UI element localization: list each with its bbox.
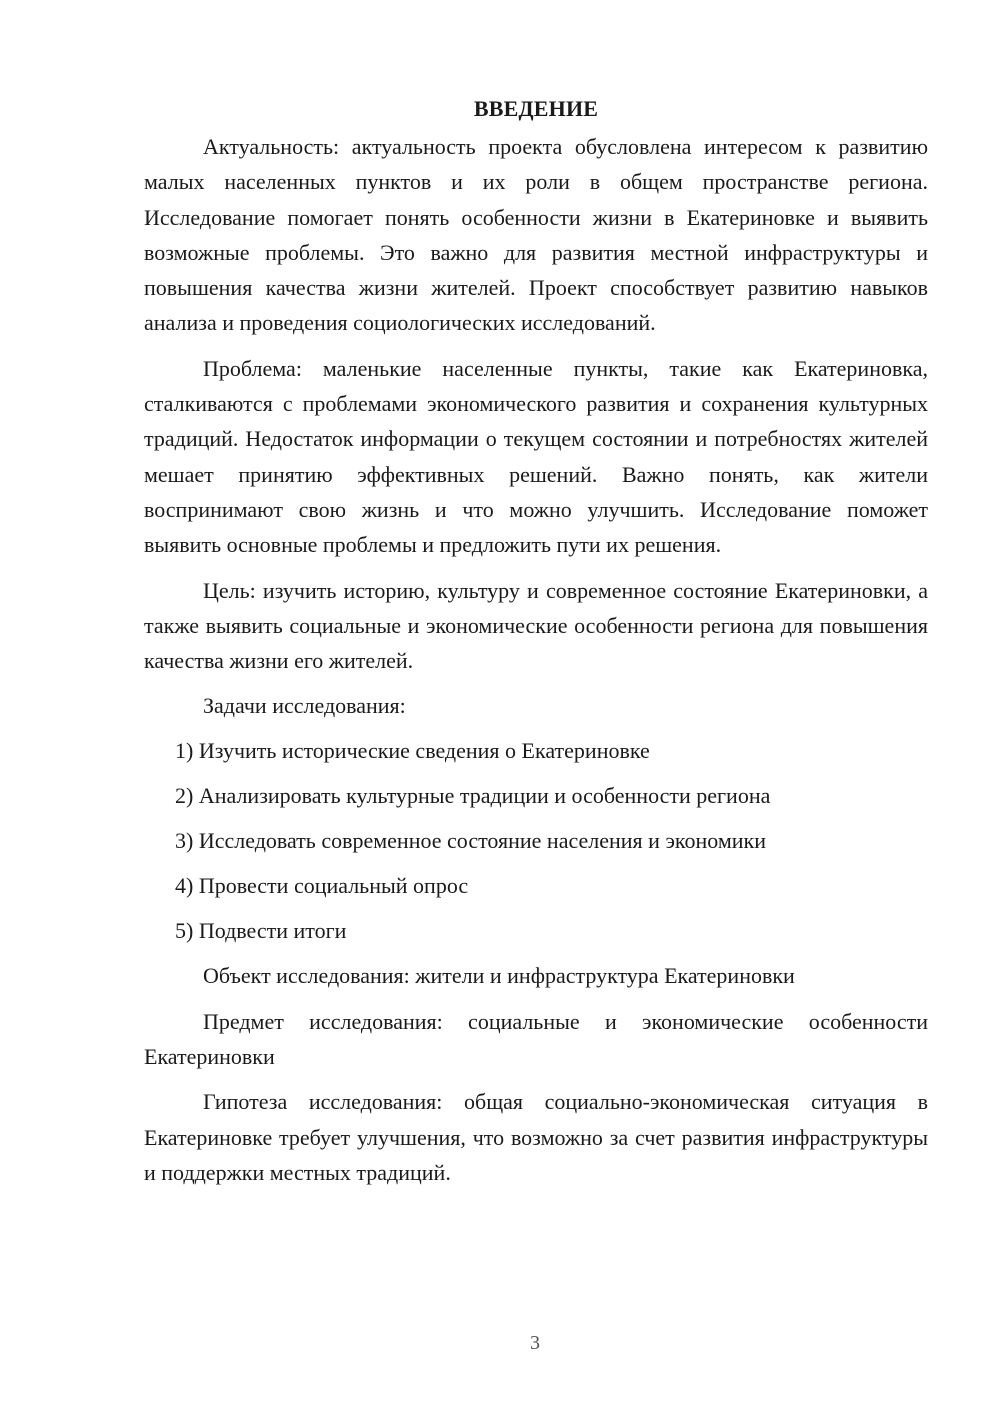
page-content [144,92,928,1200]
subject-paragraph: Предмет исследования: социальные и экономические особенности Екатериновки [144,1008,928,1070]
object-paragraph: Объект исследования: жители и инфраструктура Екатериновки [203,963,795,989]
task-item: 1) Изучить исторические сведения о Екатериновке [175,738,650,764]
task-item: 5) Подвести итоги [175,918,347,944]
relevance-paragraph: Актуальность: актуальность проекта обусловлена интересом к развитию малых населенных пунктов и их роли в общем пространстве региона. Исследование помогает понять особенности жизни в Екатериновке и выявить возможные проблемы. Это важно для развития местной инфраструктуры и повышения качества жизни жителей. Проект способствует развитию навыков анализа и проведения социологических исследований. [144,134,928,336]
hypothesis-paragraph: Гипотеза исследования: общая социально-экономическая ситуация в Екатериновке требует улучшения, что возможно за счет развития инфраструктуры и поддержки местных традиций. [144,1089,928,1185]
task-item: 3) Исследовать современное состояние населения и экономики [175,828,766,854]
task-item: 2) Анализировать культурные традиции и особенности региона [175,783,771,809]
page-title: ВВЕДЕНИЕ [473,96,599,121]
goal-paragraph: Цель: изучить историю, культуру и современное состояние Екатериновки, а также выявить социальные и экономические особенности региона для повышения качества жизни его жителей. [144,577,928,674]
task-item: 4) Провести социальный опрос [175,873,469,899]
tasks-heading: Задачи исследования: [203,693,406,719]
problem-paragraph: Проблема: маленькие населенные пункты, такие как Екатериновка, сталкиваются с проблемами экономического развития и сохранения культурных традиций. Недостаток информации о текущем состоянии и потребностях жителей мешает принятию эффективных решений. Важно понять, как жители воспринимают свою жизнь и что можно улучшить. Исследование поможет выявить основные проблемы и предложить пути их решения. [144,355,928,558]
page-number: 3 [530,1332,540,1354]
tasks-list [144,733,928,948]
